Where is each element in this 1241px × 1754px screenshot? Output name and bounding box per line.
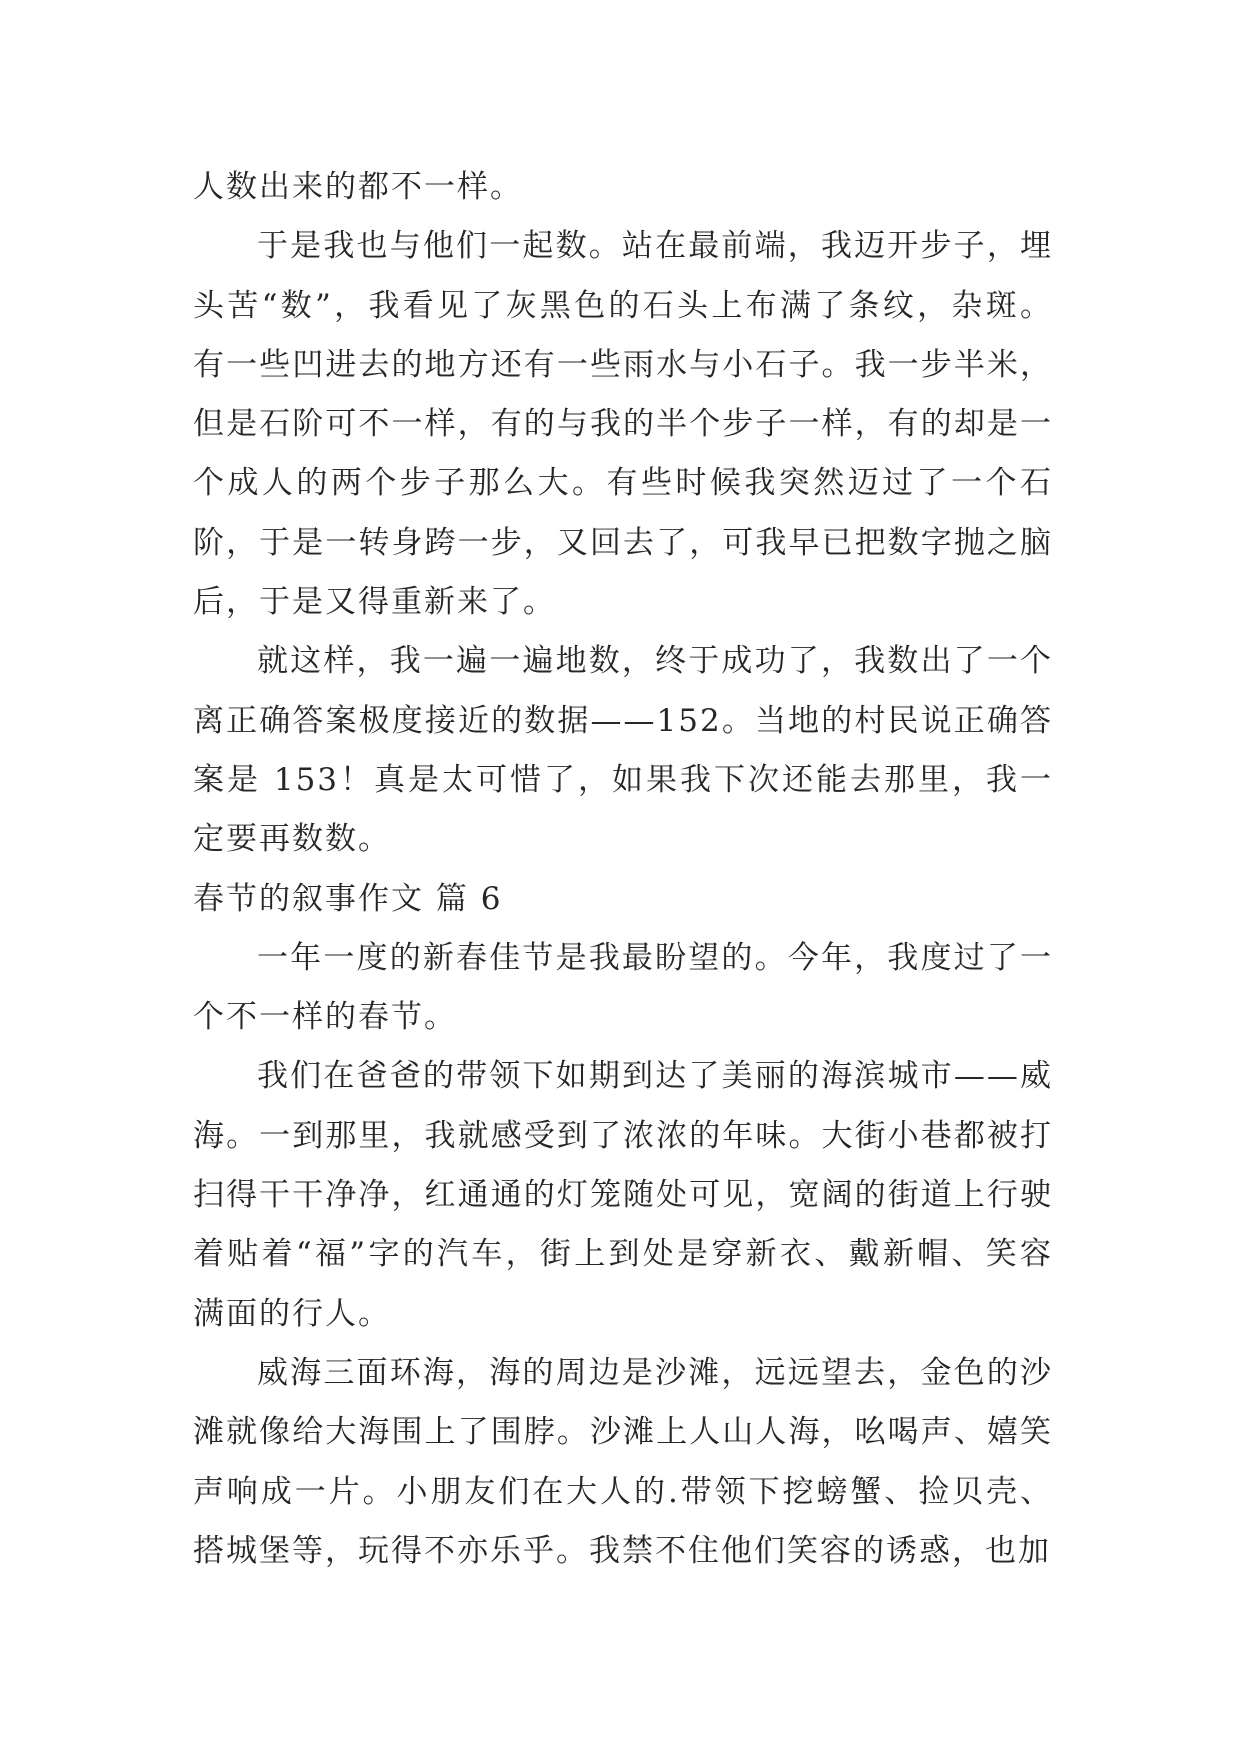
paragraph: 人数出来的都不一样。 xyxy=(193,169,523,205)
paragraph: 于是我也与他们一起数。站在最前端，我迈开步子，埋头苦“数”，我看见了灰黑色的石头上布满了条纹，杂斑。有一些凹进去的地方还有一些雨水与小石子。我一步半米，但是石阶可不一样，有的与我的半个步子一样，有的却是一个成人的两个步子那么大。有些时候我突然迈过了一个石阶，于是一转身跨一步，又回去了，可我早已把数字抛之脑后，于是又得重新来了。 xyxy=(193,228,1053,621)
paragraph: 就这样，我一遍一遍地数，终于成功了，我数出了一个离正确答案极度接近的数据——152。当地的村民说正确答案是 153！真是太可惜了，如果我下次还能去那里，我一定要再数数。 xyxy=(193,643,1053,858)
document-body xyxy=(193,158,1053,1581)
paragraph: 我们在爸爸的带领下如期到达了美丽的海滨城市——威海。一到那里，我就感受到了浓浓的年味。大街小巷都被打扫得干干净净，红通通的灯笼随处可见，宽阔的街道上行驶着贴着“福”字的汽车，街上到处是穿新衣、戴新帽、笑容满面的行人。 xyxy=(193,1058,1053,1332)
paragraph: 一年一度的新春佳节是我最盼望的。今年，我度过了一个不一样的春节。 xyxy=(193,939,1053,1036)
paragraph: 威海三面环海，海的周边是沙滩，远远望去，金色的沙滩就像给大海围上了围脖。沙滩上人山人海，吆喝声、嬉笑声响成一片。小朋友们在大人的.带领下挖螃蟹、捡贝壳、搭城堡等，玩得不亦乐乎。我禁不住他们笑容的诱惑，也加 xyxy=(193,1354,1053,1569)
section-title: 春节的叙事作文 篇 6 xyxy=(193,880,503,917)
